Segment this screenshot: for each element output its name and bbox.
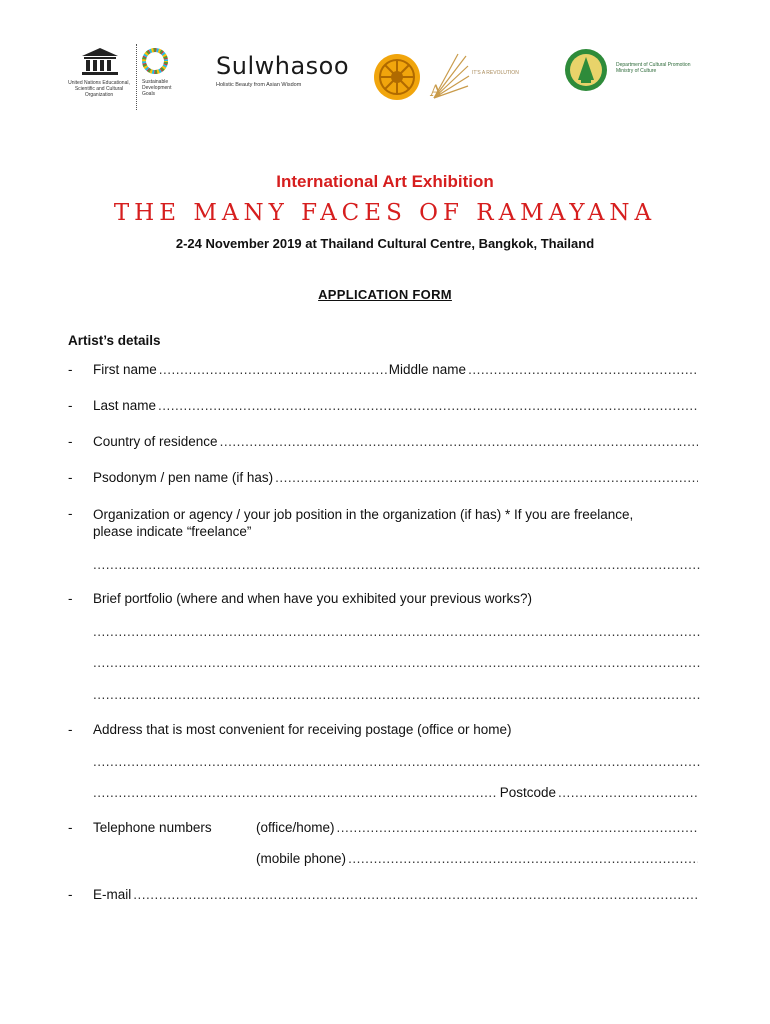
ministry-caption: Department of Cultural Promotion Ministry of Culture (616, 62, 691, 74)
unesco-logo (68, 46, 136, 106)
address-row (68, 722, 700, 737)
unesco-temple-icon (80, 46, 120, 76)
first-name-row (68, 362, 700, 377)
form-title: APPLICATION FORM (318, 287, 452, 302)
bullet-dash: - (68, 398, 73, 413)
section-title: Artist’s details (68, 333, 161, 348)
bullet-dash: - (68, 887, 73, 902)
office-phone-field[interactable] (337, 820, 698, 835)
exhibition-subtitle: International Art Exhibition (276, 172, 494, 191)
organization-label: Organization or agency / your job position in the organization (if has) * If you are freelance, please indicate “freelance” (93, 507, 634, 539)
pseudonym-row (68, 470, 700, 485)
address-label: Address that is most convenient for receiving postage (office or home) (93, 722, 512, 737)
ministry-seal-icon (564, 48, 608, 92)
telephone-label: Telephone numbers (93, 820, 212, 835)
bullet-dash: - (68, 722, 73, 737)
rays-icon (428, 50, 470, 102)
bullet-dash: - (68, 506, 73, 521)
postcode-row (93, 785, 700, 800)
exhibition-title: THE MANY FACES OF RAMAYANA (113, 200, 657, 226)
portfolio-row (68, 591, 700, 606)
first-name-label: First name (93, 362, 157, 377)
portfolio-label: Brief portfolio (where and when have you exhibited your previous works?) (93, 591, 532, 606)
logo-divider (136, 44, 137, 110)
bullet-dash: - (68, 820, 73, 835)
country-field[interactable] (220, 434, 698, 449)
mobile-label: (mobile phone) (256, 851, 347, 866)
sdg-wheel-icon (142, 48, 168, 74)
country-label: Country of residence (93, 434, 218, 449)
organization-field[interactable] (93, 557, 700, 572)
office-home-label: (office/home) (256, 820, 335, 835)
svg-text:A: A (430, 81, 442, 100)
pseudonym-field[interactable] (275, 470, 698, 485)
date-venue: 2-24 November 2019 at Thailand Cultural Centre, Bangkok, Thailand (175, 236, 595, 251)
sulwhasoo-logo (216, 52, 350, 102)
partner-logo (428, 50, 538, 110)
sdg-caption: Sustainable Development Goals (142, 79, 172, 97)
partner-caption: IT'S A REVOLUTION (472, 70, 519, 76)
middle-name-label: Middle name (388, 362, 467, 377)
mobile-row (256, 851, 700, 866)
pseudonym-label: Psodonym / pen name (if has) (93, 470, 274, 485)
thai-emblem-logo (372, 52, 422, 102)
dharma-wheel-icon (372, 52, 422, 102)
telephone-row (68, 820, 700, 835)
portfolio-field-line-2[interactable] (93, 655, 700, 670)
portfolio-field-line-3[interactable] (93, 687, 700, 702)
country-row (68, 434, 700, 449)
bullet-dash: - (68, 362, 73, 377)
portfolio-field-line-1[interactable] (93, 624, 700, 639)
bullet-dash: - (68, 591, 73, 606)
unesco-caption: United Nations Educational, Scientific and Cultural Organization (68, 80, 130, 98)
email-field[interactable] (133, 887, 698, 902)
sulwhasoo-tagline: Holistic Beauty from Asian Wisdom (216, 82, 302, 88)
email-label: E-mail (93, 887, 132, 902)
last-name-label: Last name (93, 398, 157, 413)
bullet-dash: - (68, 470, 73, 485)
ministry-logo (564, 48, 704, 108)
address-field-line-2[interactable] (93, 785, 498, 800)
bullet-dash: - (68, 434, 73, 449)
postcode-label: Postcode (499, 785, 556, 800)
first-name-field[interactable] (159, 362, 387, 377)
logo-strip (0, 38, 770, 118)
sulwhasoo-wordmark: Sulwhasoo (216, 52, 350, 80)
sdg-logo (142, 48, 182, 108)
postcode-field[interactable] (558, 785, 698, 800)
mobile-phone-field[interactable] (348, 851, 698, 866)
last-name-row (68, 398, 700, 413)
middle-name-field[interactable] (468, 362, 698, 377)
email-row (68, 887, 700, 902)
address-field-line-1[interactable] (93, 754, 700, 769)
last-name-field[interactable] (158, 398, 698, 413)
